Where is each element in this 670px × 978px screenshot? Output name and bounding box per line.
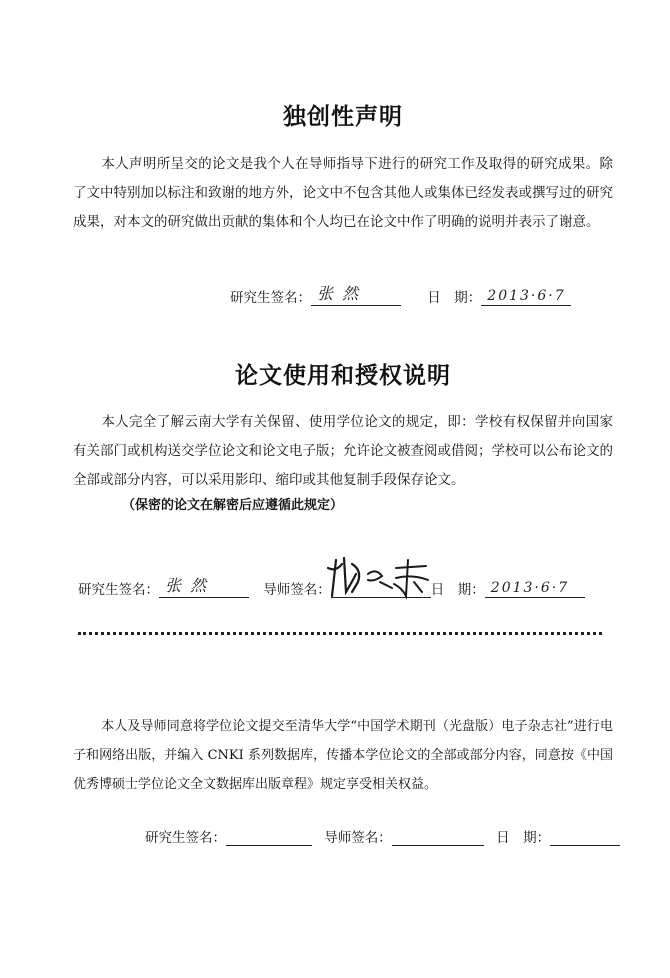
authorization-date-value: 2013·6·7: [490, 580, 570, 596]
section-divider: [78, 632, 602, 635]
declaration-title: 独创性声明: [283, 104, 403, 130]
declaration-student-signature-line: [311, 284, 401, 306]
authorization-student-signature-line: [159, 576, 249, 598]
declaration-date-label: 日 期：: [427, 290, 482, 306]
authorization-title: 论文使用和授权说明: [235, 363, 451, 389]
declaration-body-text: 本人声明所呈交的论文是我个人在导师指导下进行的研究工作及取得的研究成果。除了文中特别加以标注和致谢的地方外，论文中不包含其他人或集体已经发表或撰写过的研究成果，对本文的研究做出贡献的集体和个人均已在论文中作了明确的说明并表示了谢意。: [73, 156, 613, 230]
authorization-date-line: [485, 579, 585, 598]
advisor-signature-scribble: [322, 552, 440, 602]
declaration-signature-row: [230, 286, 571, 306]
declaration-student-label: 研究生签名：: [230, 290, 311, 306]
declaration-body: [73, 150, 613, 237]
authorization-date-label: 日 期：: [430, 582, 485, 598]
authorization-advisor-label: 导师签名：: [263, 582, 331, 598]
tsinghua-body-text: 本人及导师同意将学位论文提交至清华大学“中国学术期刊（光盘版）电子杂志社”进行电子和网络出版，并编入 CNKI 系列数据库，传播本学位论文的全部或部分内容，同意按《中国优秀博硕士学位论文全文数据库出版章程》规定享受相关权益。: [73, 719, 613, 792]
authorization-body-text: 本人完全了解云南大学有关保留、使用学位论文的规定，即：学校有权保留并向国家有关部门或机构送交学位论文和论文电子版；允许论文被查阅或借阅；学校可以公布论文的全部或部分内容，可以采用影印、缩印或其他复制手段保存论文。: [73, 414, 613, 488]
declaration-date-line: [481, 287, 571, 306]
authorization-student-label: 研究生签名：: [78, 582, 159, 598]
tsinghua-student-signature-line: [226, 827, 312, 846]
authorization-student-signature: 张 然: [165, 576, 209, 595]
tsinghua-body: [73, 712, 613, 799]
declaration-date-value: 2013·6·7: [487, 288, 566, 304]
tsinghua-advisor-signature-line: [392, 827, 484, 846]
tsinghua-signature-row: [145, 826, 620, 846]
tsinghua-date-line: [550, 827, 620, 846]
declaration-student-signature: 张 然: [317, 284, 361, 303]
tsinghua-advisor-label: 导师签名：: [324, 830, 392, 846]
tsinghua-date-label: 日 期：: [496, 830, 551, 846]
authorization-body: [73, 408, 613, 495]
confidential-note: （保密的论文在解密后应遵循此规定）: [122, 498, 344, 513]
tsinghua-student-label: 研究生签名：: [145, 830, 226, 846]
